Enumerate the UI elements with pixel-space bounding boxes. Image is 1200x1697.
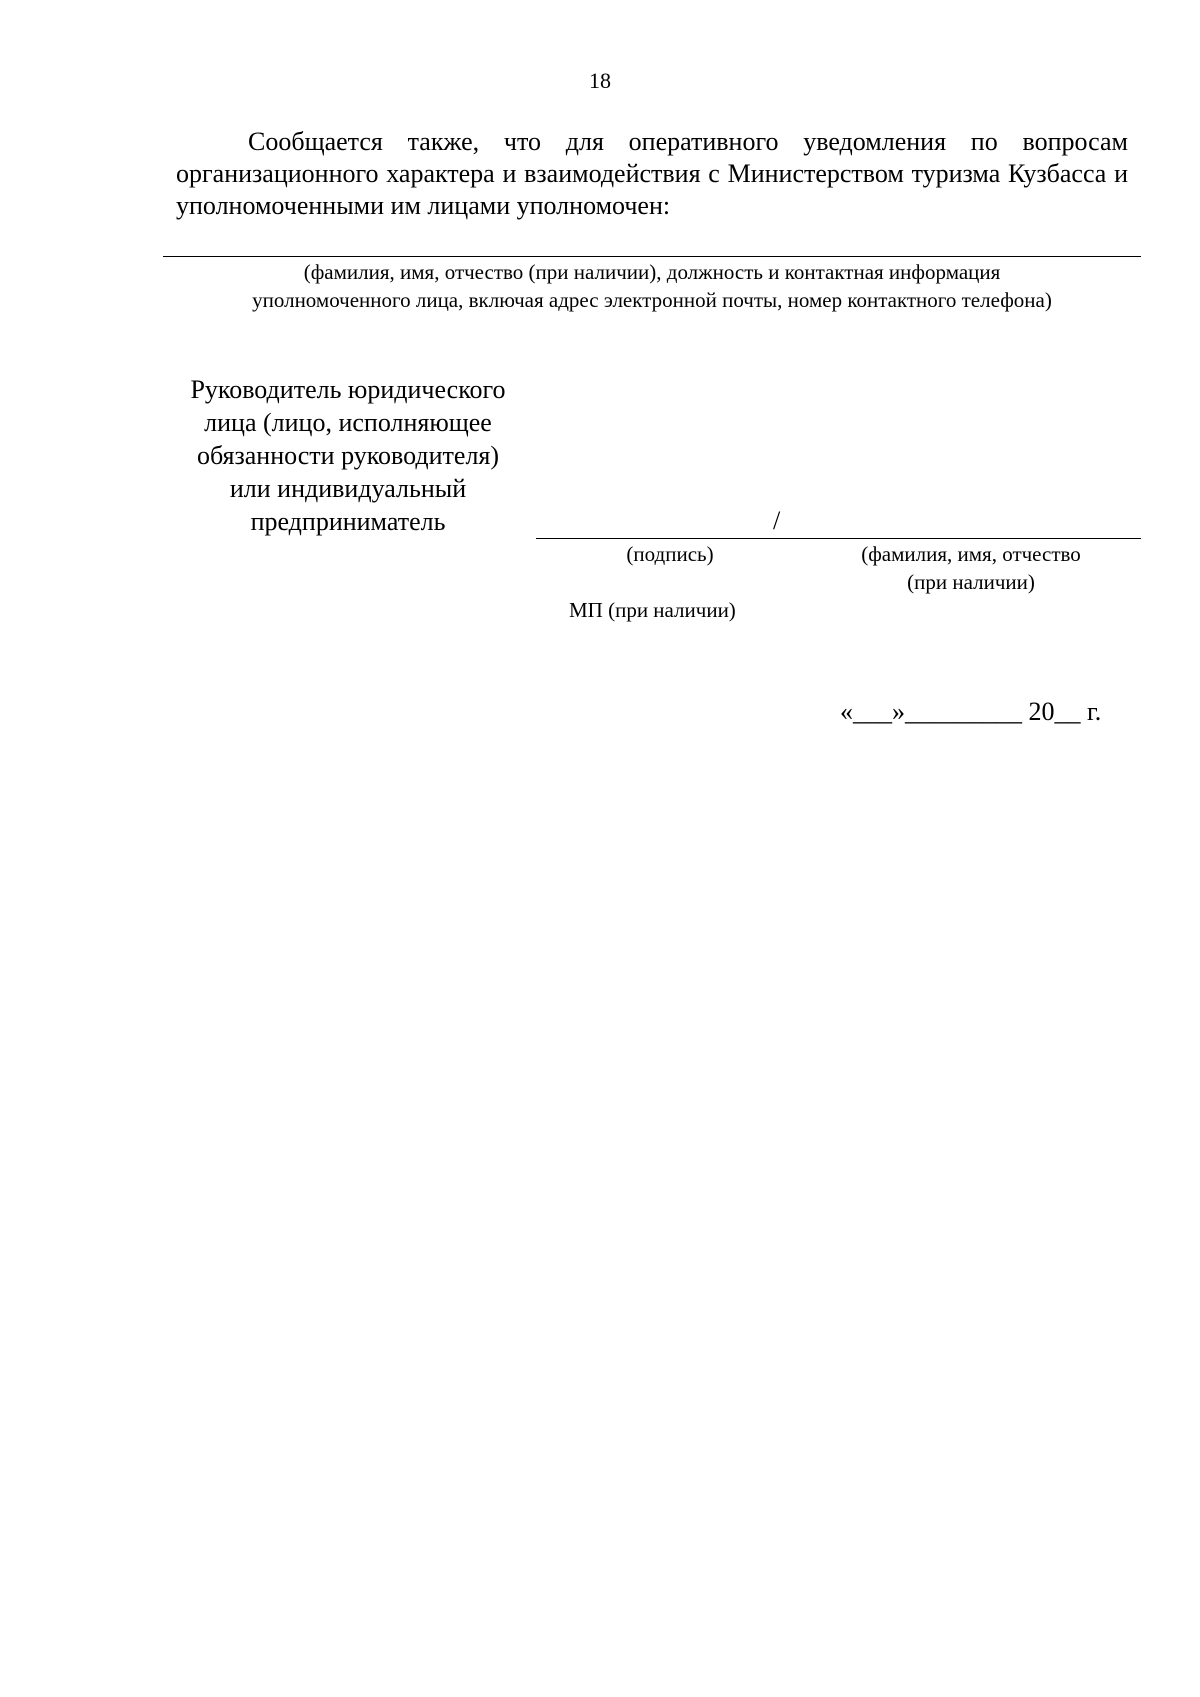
name-caption-line-1: (фамилия, имя, отчество <box>861 542 1081 566</box>
contact-fill-line <box>163 256 1141 257</box>
date-line: «___»_________ 20__ г. <box>840 697 1102 726</box>
signature-slash: / <box>773 506 781 535</box>
name-caption-line-2: (при наличии) <box>907 570 1035 594</box>
intro-paragraph: Сообщается также, что для оперативного уведомления по вопросам организационного характера и взаимодействия с Министерством туризма Кузбасса и уполномоченными им лицами уполномочен: <box>176 127 1128 220</box>
head-title-line-2: лица (лицо, исполняющее <box>204 408 492 437</box>
head-title-line-3: обязанности руководителя) <box>196 441 500 470</box>
head-title <box>163 373 533 538</box>
name-caption <box>826 540 1116 596</box>
contact-caption-line-1: (фамилия, имя, отчество (при наличии), должность и контактная информация <box>303 260 1001 284</box>
head-title-line-5: предприниматель <box>250 507 446 536</box>
signature-caption: (подпись) <box>626 542 714 566</box>
contact-caption <box>163 258 1141 314</box>
stamp-label: МП (при наличии) <box>569 598 736 622</box>
head-title-line-4: или индивидуальный <box>229 474 467 503</box>
contact-caption-line-2: уполномоченного лица, включая адрес электронной почты, номер контактного телефона) <box>252 288 1052 312</box>
signature-fill-line <box>536 538 1141 539</box>
head-title-line-1: Руководитель юридического <box>190 375 506 404</box>
page-number: 18 <box>589 68 611 93</box>
